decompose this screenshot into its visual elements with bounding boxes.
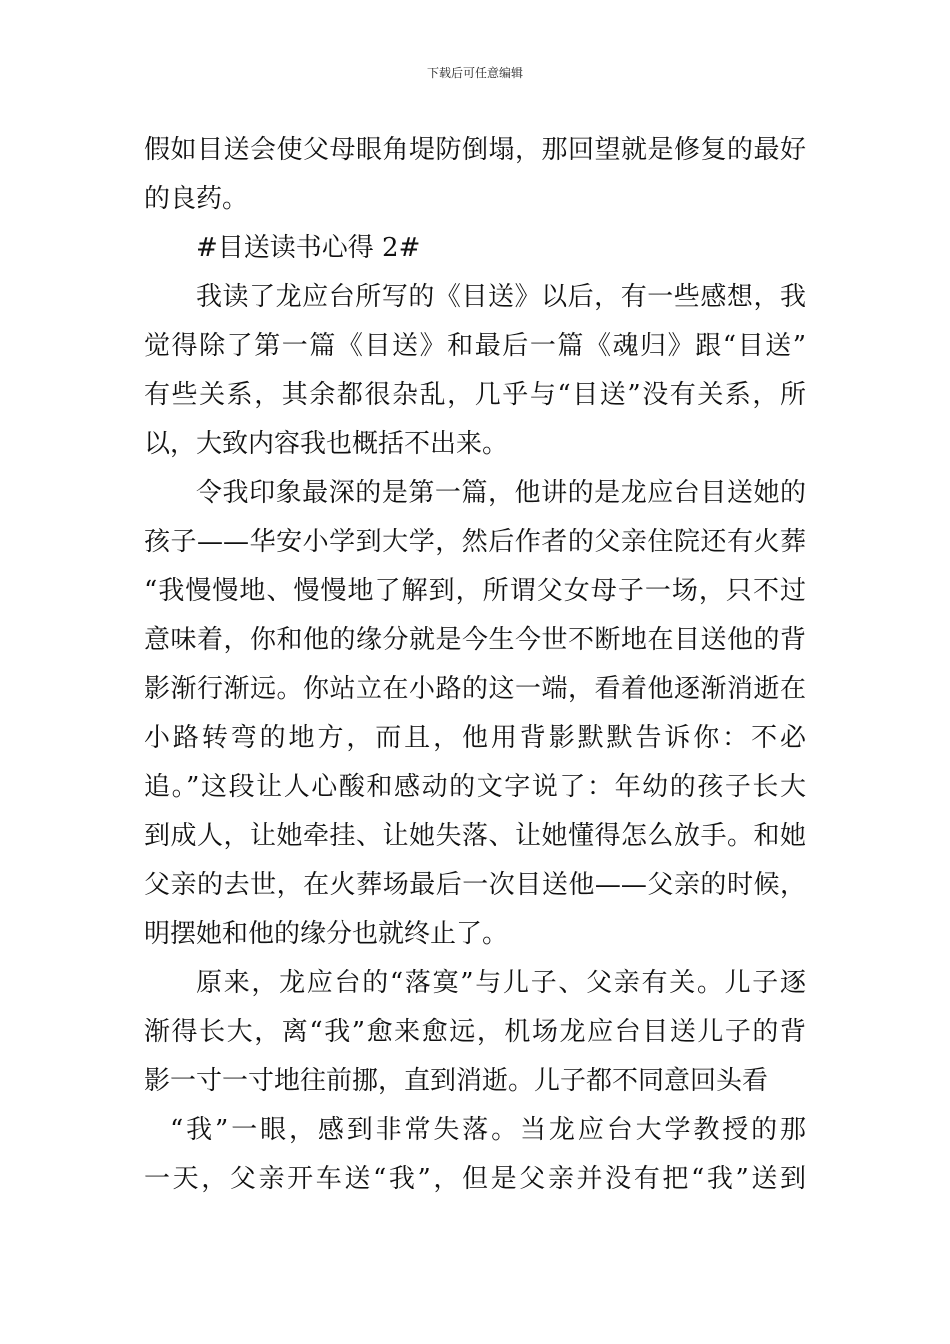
- text-line: 的良药。: [144, 184, 249, 214]
- text-line: 我读了龙应台所写的《目送》以后，有一些感想，我: [196, 282, 806, 312]
- text-line: 一天，父亲开车送“我”，但是父亲并没有把“我”送到: [144, 1164, 806, 1194]
- text-line: “我”一眼，感到非常失落。当龙应台大学教授的那: [170, 1115, 806, 1145]
- text-line: 影渐行渐远。你站立在小路的这一端，看着他逐渐消逝在: [144, 674, 806, 704]
- text-line: 孩子——华安小学到大学，然后作者的父亲住院还有火葬: [144, 527, 806, 557]
- text-line: 父亲的去世，在火葬场最后一次目送他——父亲的时候，: [144, 870, 806, 900]
- text-line: 觉得除了第一篇《目送》和最后一篇《魂归》跟“目送”: [144, 331, 806, 361]
- text-line: 渐得长大，离“我”愈来愈远，机场龙应台目送儿子的背: [144, 1017, 806, 1047]
- text-line: 追。”这段让人心酸和感动的文字说了：年幼的孩子长大: [144, 772, 806, 802]
- text-line: 令我印象最深的是第一篇，他讲的是龙应台目送她的: [196, 478, 806, 508]
- text-line: 明摆她和他的缘分也就终止了。: [144, 919, 509, 949]
- text-line: 到成人，让她牵挂、让她失落、让她懂得怎么放手。和她: [144, 821, 806, 851]
- text-line: 小路转弯的地方，而且，他用背影默默告诉你：不必: [144, 723, 806, 753]
- page-header: 下载后可任意编辑: [426, 66, 523, 80]
- text-line: 有些关系，其余都很杂乱，几乎与“目送”没有关系，所: [144, 380, 806, 410]
- text-line: 假如目送会使父母眼角堤防倒塌，那回望就是修复的最好: [144, 135, 806, 165]
- text-line: “我慢慢地、慢慢地了解到，所谓父女母子一场，只不过: [144, 576, 806, 606]
- document-body: [144, 126, 806, 1204]
- text-line: 影一寸一寸地往前挪，直到消逝。儿子都不同意回头看: [144, 1066, 769, 1096]
- text-line: 原来，龙应台的“落寞”与儿子、父亲有关。儿子逐: [196, 968, 806, 998]
- text-line: 以，大致内容我也概括不出来。: [144, 429, 509, 459]
- text-line: 意味着，你和他的缘分就是今生今世不断地在目送他的背: [144, 625, 806, 655]
- section-heading: #目送读书心得 2#: [196, 233, 421, 263]
